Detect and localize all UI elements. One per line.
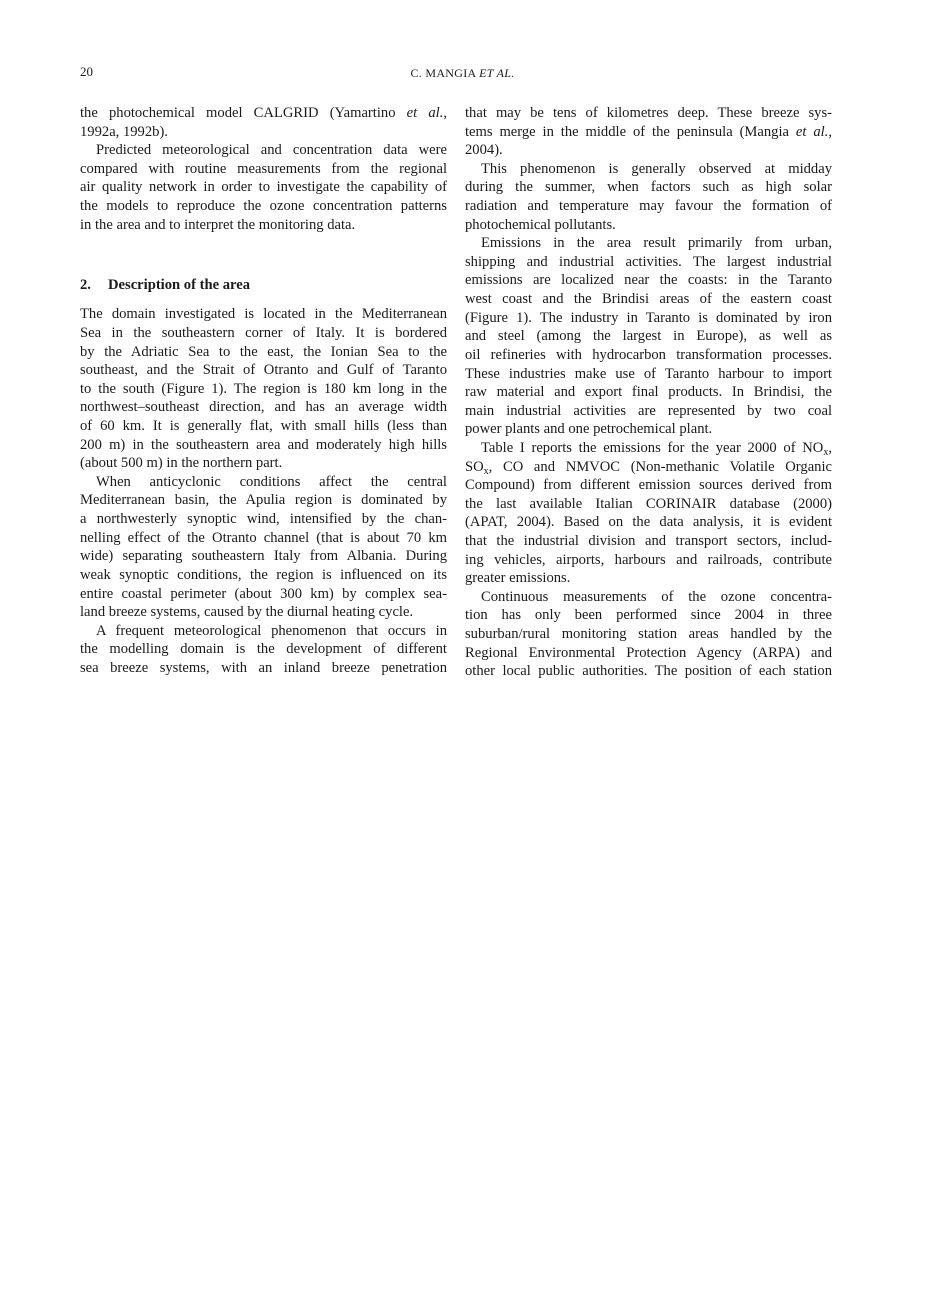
- text-line: raw material and export final products. In Brindisi, the: [465, 384, 832, 401]
- text-line: main industrial activities are represented by two coal: [465, 402, 832, 419]
- text-line: [465, 458, 832, 477]
- text-line: When anticyclonic conditions affect the central: [96, 473, 447, 490]
- page-number: 20: [80, 64, 93, 79]
- text-line: 1992a, 1992b).: [80, 123, 168, 140]
- text-line: [465, 439, 832, 458]
- text-line: 2004).: [465, 142, 503, 159]
- paragraph: [465, 234, 832, 439]
- text-line: entire coastal perimeter (about 300 km) by complex sea-: [80, 585, 447, 602]
- text-line: greater emissions.: [465, 570, 571, 587]
- text-line: that the industrial division and transport sectors, includ-: [465, 533, 832, 550]
- paragraph: [80, 104, 447, 141]
- text-segment: Table I reports the emissions for the year 2000 of NO: [481, 439, 824, 456]
- text-line: Continuous measurements of the ozone concentra-: [481, 588, 832, 605]
- paragraph: [465, 160, 832, 234]
- text-line: (Figure 1). The industry in Taranto is dominated by iron: [465, 309, 832, 326]
- text-line: compared with routine measurements from the regional: [80, 160, 447, 177]
- paragraph: [465, 104, 832, 160]
- text-line: Compound) from different emission sources derived from: [465, 477, 832, 494]
- text-line: air quality network in order to investigate the capability of: [80, 179, 447, 196]
- text-line: emissions are localized near the coasts: in the Taranto: [465, 272, 832, 289]
- text-line: photochemical pollutants.: [465, 216, 616, 233]
- left-column: [80, 104, 447, 678]
- text-line: radiation and temperature may favour the formation of: [465, 198, 832, 215]
- text-segment: , CO and NMVOC (Non-methanic Volatile Organic: [488, 458, 832, 475]
- text-line: that may be tens of kilometres deep. These breeze sys-: [465, 105, 832, 121]
- section-heading: [80, 276, 447, 295]
- text-segment: SO: [465, 458, 484, 475]
- text-line: weak synoptic conditions, the region is influenced on its: [80, 566, 447, 583]
- text-line: nelling effect of the Otranto channel (that is about 70 km: [80, 529, 447, 546]
- text-line: suburban/rural monitoring station areas handled by the: [465, 626, 832, 643]
- section-title: Description of the area: [108, 277, 250, 294]
- paragraph: [465, 588, 832, 681]
- text-line: These industries make use of Taranto harbour to import: [465, 365, 832, 382]
- text-line: ing vehicles, airports, harbours and railroads, contribute: [465, 551, 832, 568]
- text-segment: tems merge in the middle of the peninsula (Mangia: [465, 123, 796, 140]
- text-line: [465, 123, 832, 142]
- text-line: the last available Italian CORINAIR database (2000): [465, 495, 832, 512]
- text-line: [80, 104, 447, 123]
- text-line: 200 m) in the southeastern area and moderately high hills: [80, 436, 447, 453]
- paragraph: [80, 141, 447, 234]
- paragraph: [465, 439, 832, 588]
- paragraph: [80, 473, 447, 622]
- text-line: wide) separating southeastern Italy from Albania. During: [80, 548, 447, 565]
- text-segment: ,: [828, 439, 832, 456]
- text-line: The domain investigated is located in the Mediterranean: [80, 306, 447, 323]
- paragraph: [80, 305, 447, 472]
- text-line: oil refineries with hydrocarbon transformation processes.: [465, 346, 832, 363]
- text-segment: C. MANGIA: [410, 66, 480, 80]
- text-line: sea breeze systems, with an inland breeze penetration: [80, 659, 447, 676]
- text-line: a northwesterly synoptic wind, intensified by the chan-: [80, 511, 447, 528]
- text-segment: the photochemical model CALGRID (Yamartino: [80, 105, 407, 121]
- right-column: [465, 104, 832, 681]
- text-line: the modelling domain is the development of different: [80, 641, 447, 658]
- text-line: Mediterranean basin, the Apulia region is dominated by: [80, 492, 447, 509]
- italic-text: ET AL.: [479, 66, 515, 80]
- text-segment: ,: [443, 105, 447, 121]
- text-line: Predicted meteorological and concentration data were: [96, 142, 447, 159]
- text-line: during the summer, when factors such as high solar: [465, 179, 832, 196]
- text-line: and steel (among the largest in Europe), as well as: [465, 328, 832, 345]
- italic-text: et al.: [406, 105, 444, 121]
- text-segment: ,: [828, 123, 832, 140]
- text-line: to the south (Figure 1). The region is 180 km long in the: [80, 380, 447, 397]
- text-line: This phenomenon is generally observed at midday: [481, 160, 832, 177]
- text-line: northwest–southeast direction, and has an average width: [80, 399, 447, 416]
- text-line: of 60 km. It is generally flat, with small hills (less than: [80, 418, 447, 435]
- text-line: the models to reproduce the ozone concentration patterns: [80, 198, 447, 215]
- text-line: land breeze systems, caused by the diurnal heating cycle.: [80, 604, 414, 621]
- text-line: (about 500 m) in the northern part.: [80, 455, 283, 472]
- text-line: Emissions in the area result primarily from urban,: [481, 235, 832, 252]
- text-line: tion has only been performed since 2004 in three: [465, 607, 832, 624]
- text-line: in the area and to interpret the monitoring data.: [80, 216, 356, 233]
- subscript: x: [823, 446, 829, 458]
- text-line: by the Adriatic Sea to the east, the Ionian Sea to the: [80, 343, 447, 360]
- text-line: (APAT, 2004). Based on the data analysis, it is evident: [465, 514, 832, 531]
- subscript: x: [483, 465, 489, 477]
- italic-text: et al.: [795, 123, 829, 140]
- text-line: west coast and the Brindisi areas of the eastern coast: [465, 291, 832, 308]
- text-line: power plants and one petrochemical plant.: [465, 421, 713, 438]
- section-number: 2.: [80, 277, 91, 294]
- running-head: [0, 66, 925, 81]
- text-line: shipping and industrial activities. The largest industrial: [465, 253, 832, 270]
- text-line: Regional Environmental Protection Agency (ARPA) and: [465, 644, 832, 661]
- text-line: other local public authorities. The position of each station: [465, 663, 832, 680]
- text-line: A frequent meteorological phenomenon that occurs in: [96, 622, 447, 639]
- paragraph: [80, 622, 447, 678]
- text-line: Sea in the southeastern corner of Italy. It is bordered: [80, 324, 447, 341]
- text-line: southeast, and the Strait of Otranto and Gulf of Taranto: [80, 362, 447, 379]
